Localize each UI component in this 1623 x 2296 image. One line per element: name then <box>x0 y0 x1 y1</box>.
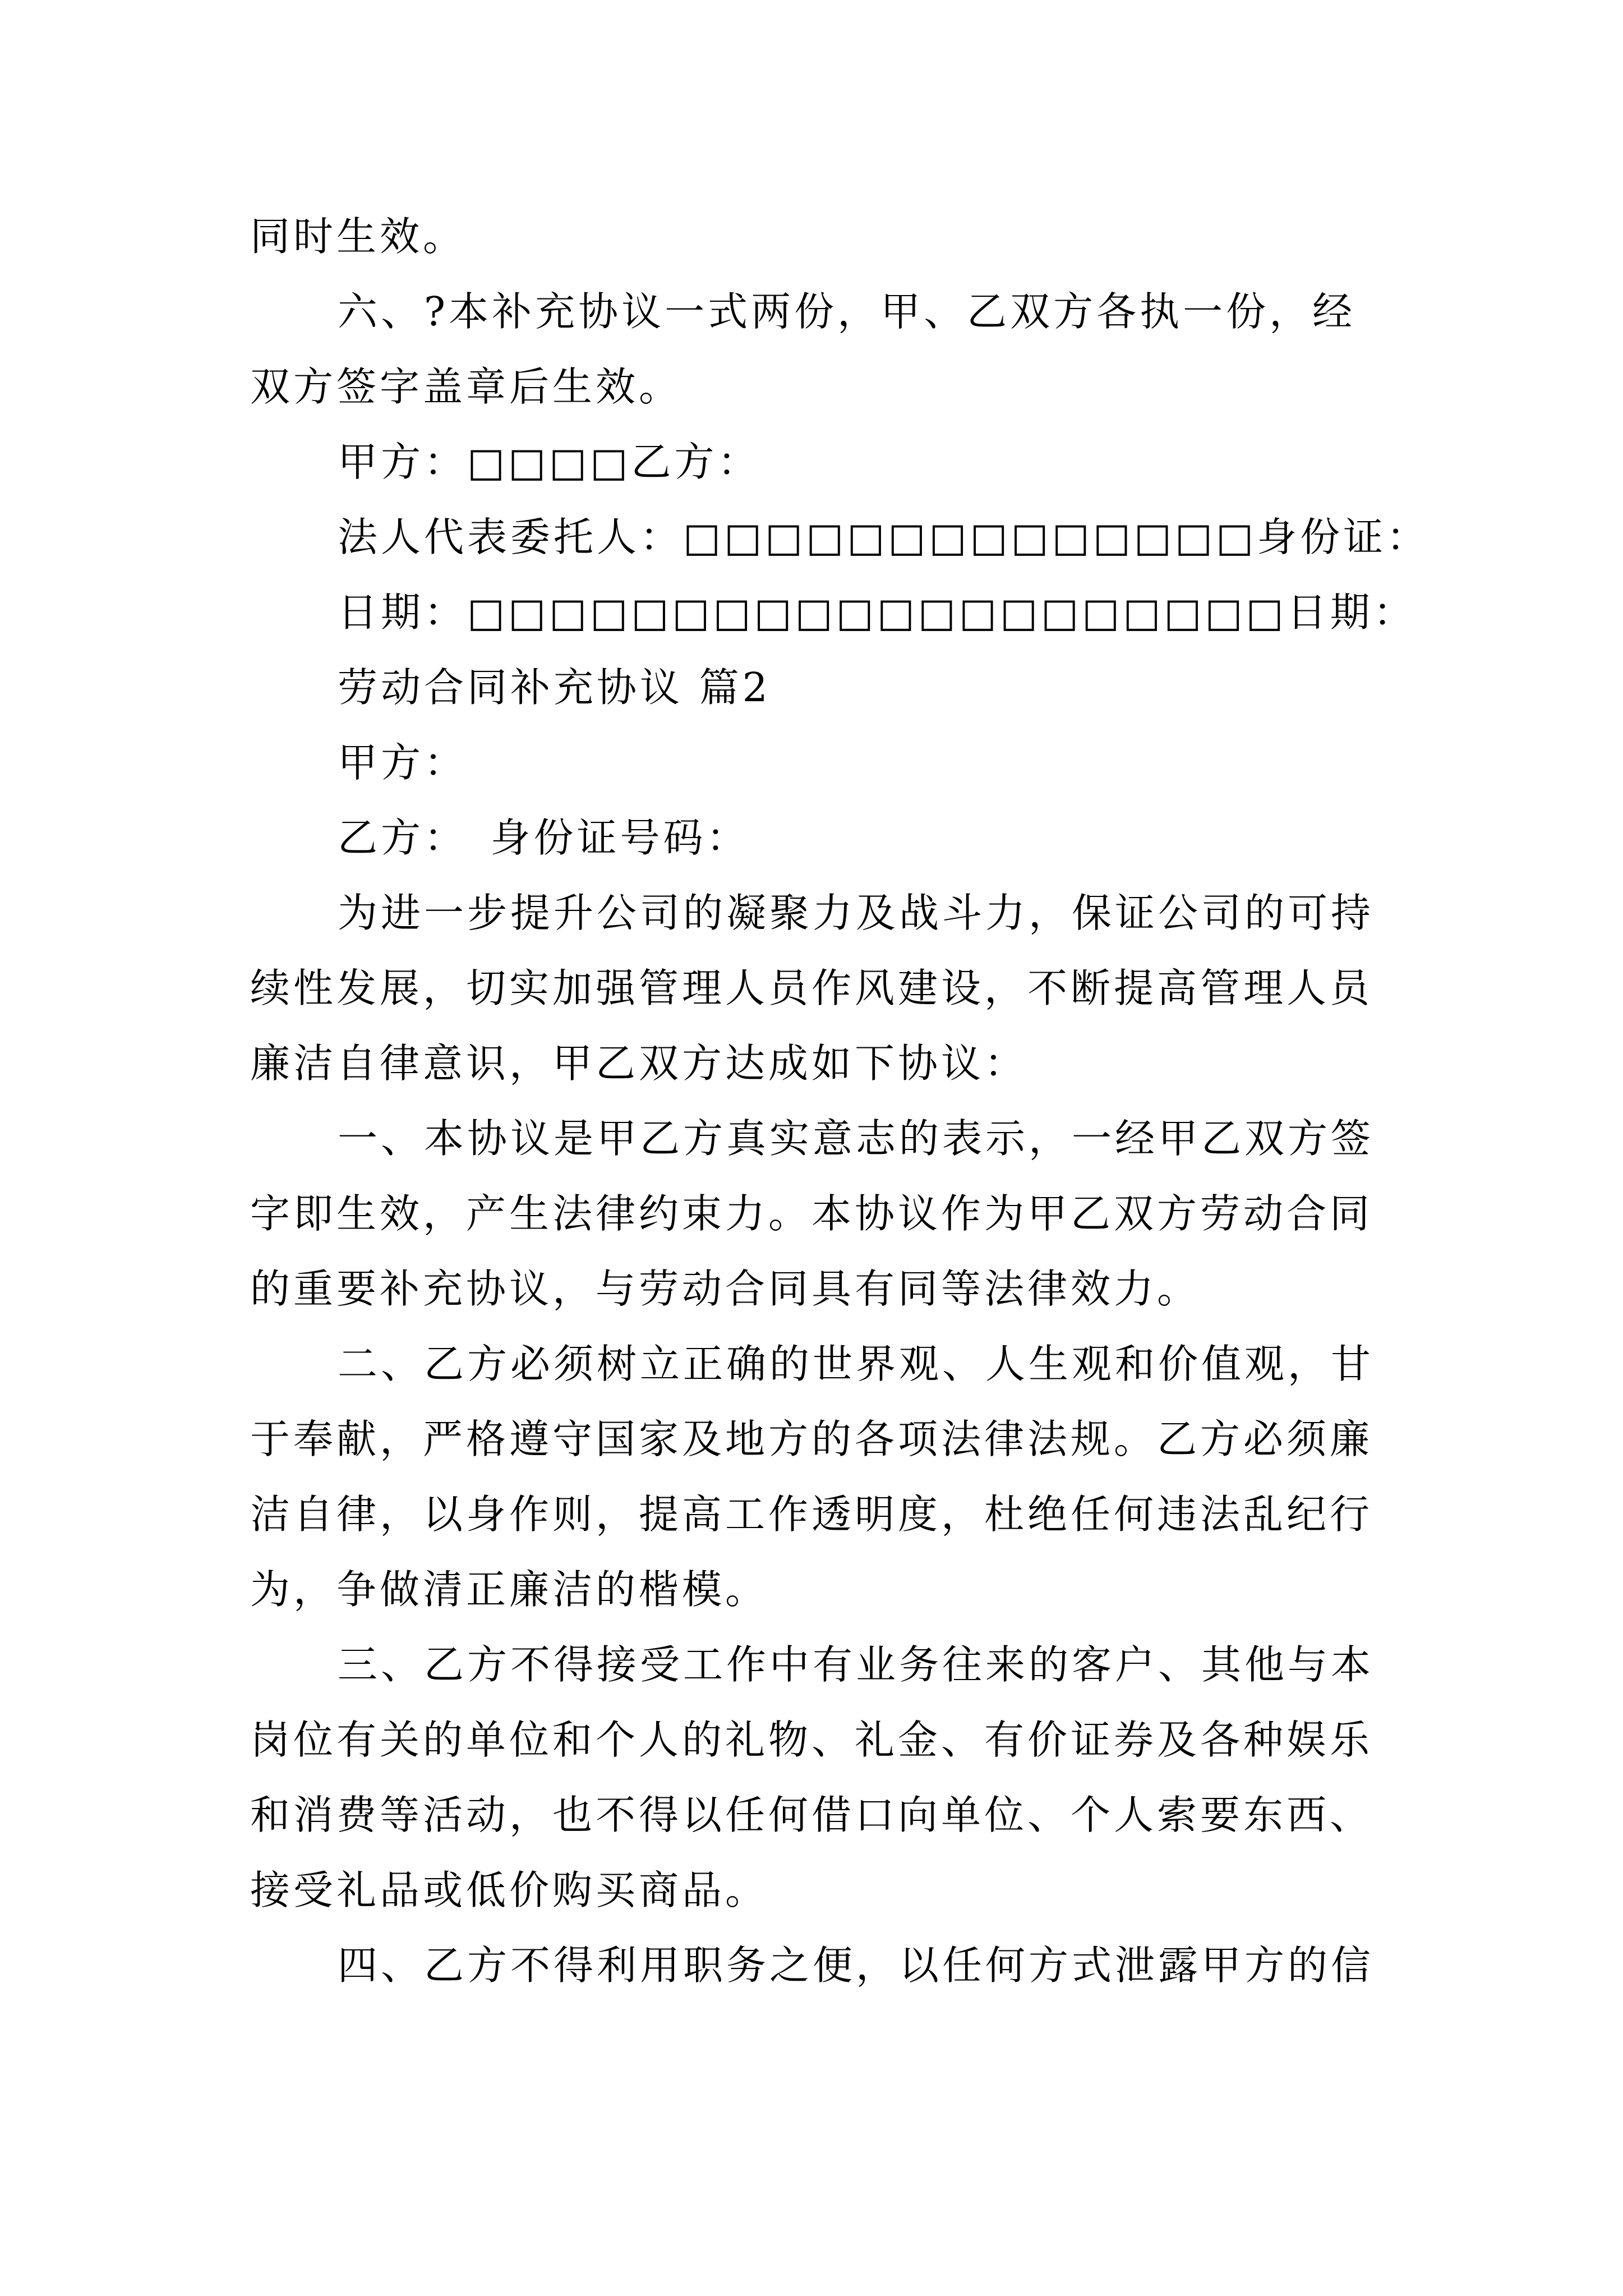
text-line: 四、乙方不得利用职务之便，以任何方式泄露甲方的信 <box>338 1942 1375 1989</box>
signature-representative-line: 法人代表委托人：□□□□□□□□□□□□□□身份证： <box>338 514 1430 560</box>
text-line: 岗位有关的单位和个人的礼物、礼金、有价证券及各种娱乐 <box>250 1717 1373 1763</box>
text-line: 二、乙方必须树立正确的世界观、人生观和价值观，甘 <box>338 1341 1375 1387</box>
section-heading: 劳动合同补充协议 篇2 <box>338 664 771 711</box>
text-line: 三、乙方不得接受工作中有业务往来的客户、其他与本 <box>338 1641 1375 1688</box>
text-line: 和消费等活动，也不得以任何借口向单位、个人索要东西、 <box>250 1792 1373 1838</box>
signature-party-line: 甲方：□□□□乙方： <box>338 439 761 485</box>
text-line: 字即生效，产生法律约束力。本协议作为甲乙双方劳动合同 <box>250 1190 1373 1237</box>
text-line: 的重要补充协议，与劳动合同具有同等法律效力。 <box>250 1266 1201 1312</box>
document-body <box>250 199 1430 2003</box>
text-line: 同时生效。 <box>250 213 467 260</box>
text-line: 续性发展，切实加强管理人员作风建设，不断提高管理人员 <box>250 965 1373 1011</box>
text-line: 六、?本补充协议一式两份，甲、乙双方各执一份，经 <box>338 288 1356 335</box>
party-b-line: 乙方： 身份证号码： <box>338 815 750 861</box>
text-line: 于奉献，严格遵守国家及地方的各项法律法规。乙方必须廉 <box>250 1416 1373 1462</box>
text-line: 一、本协议是甲乙方真实意志的表示，一经甲乙双方签 <box>338 1115 1375 1162</box>
party-a-line: 甲方： <box>338 739 468 786</box>
signature-date-line: 日期：□□□□□□□□□□□□□□□□□□□□日期： <box>338 589 1417 636</box>
text-line: 为，争做清正廉洁的楷模。 <box>250 1566 769 1613</box>
text-line: 洁自律，以身作则，提高工作透明度，杜绝任何违法乱纪行 <box>250 1491 1373 1538</box>
text-line: 为进一步提升公司的凝聚力及战斗力，保证公司的可持 <box>338 890 1375 936</box>
text-line: 接受礼品或低价购买商品。 <box>250 1867 769 1913</box>
text-line: 双方签字盖章后生效。 <box>250 364 683 410</box>
text-line: 廉洁自律意识，甲乙双方达成如下协议： <box>250 1040 1028 1087</box>
